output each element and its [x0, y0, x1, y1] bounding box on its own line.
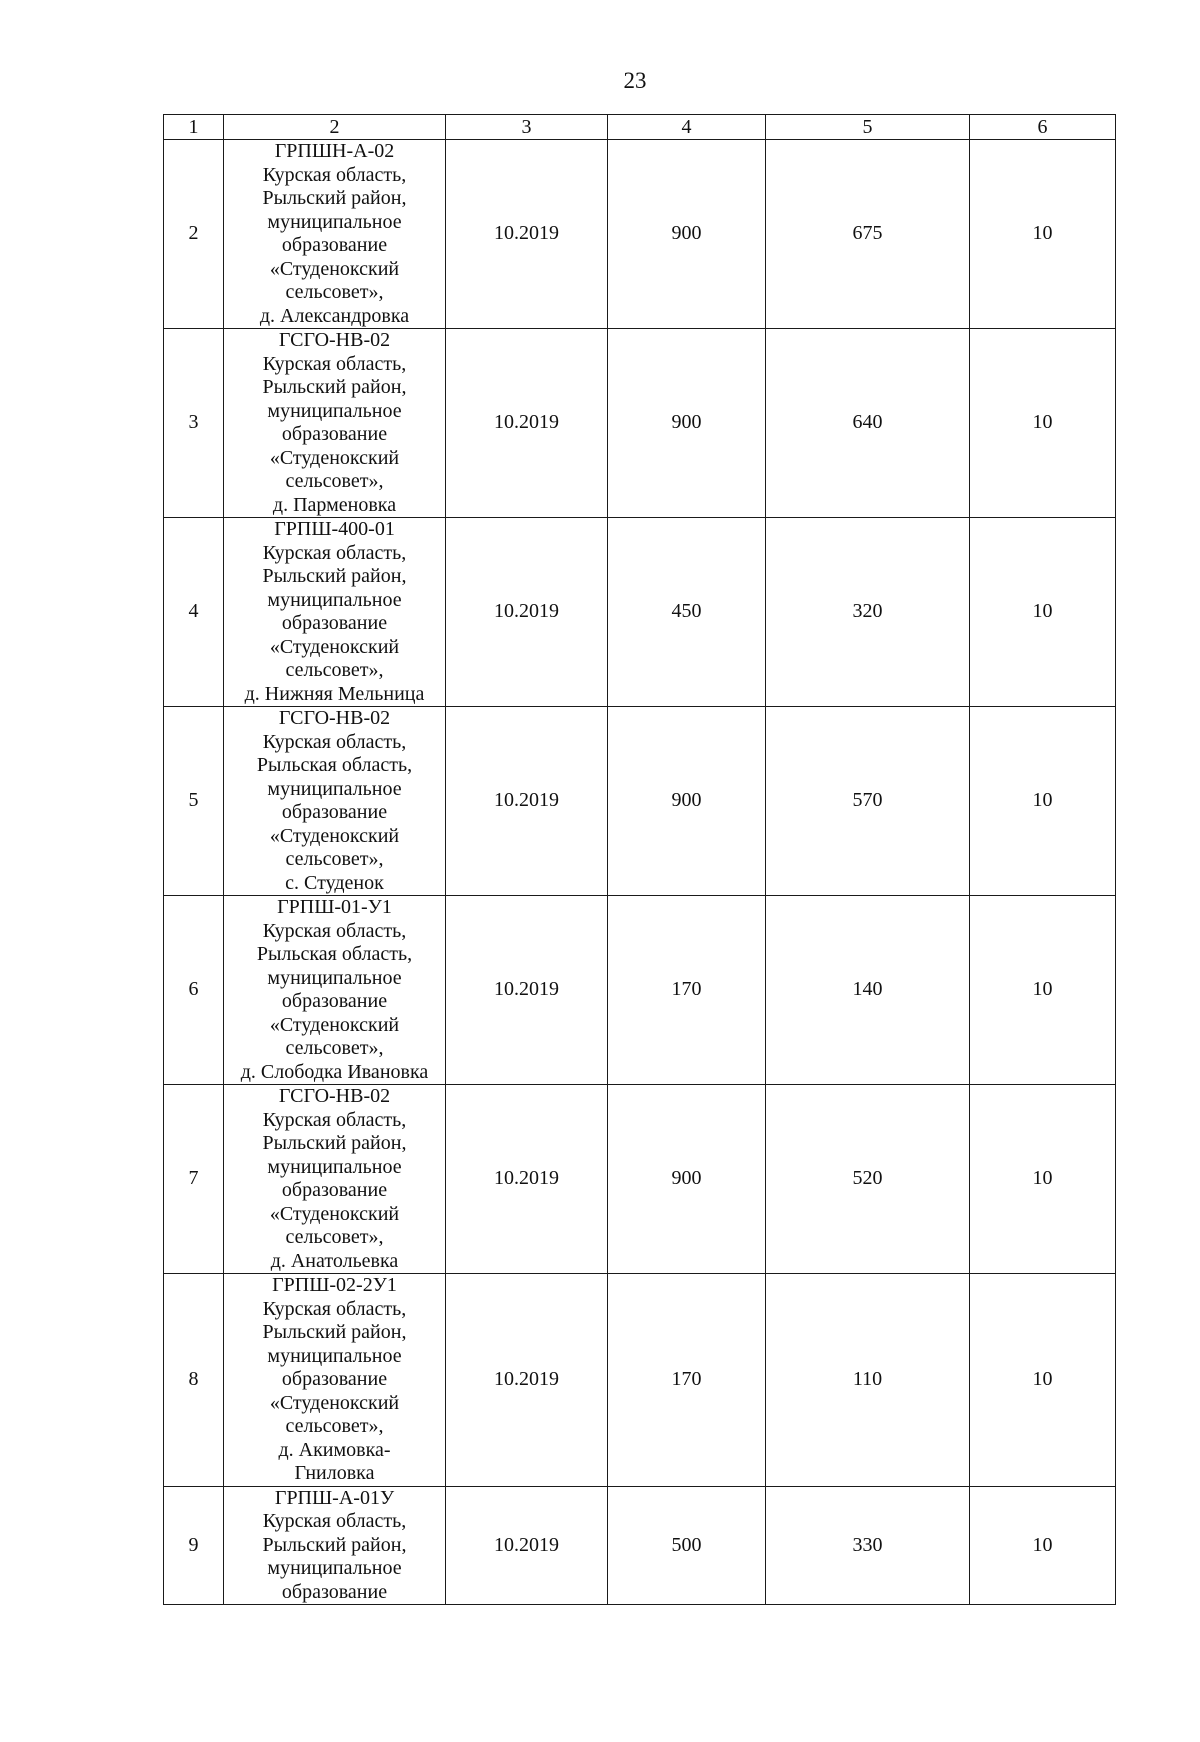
address-line: Курская область,: [262, 541, 407, 564]
row-number-cell: 2: [164, 140, 224, 329]
header-col-6: 6: [970, 115, 1116, 140]
table-row: [164, 518, 1116, 707]
address-line: сельсовет»,: [285, 848, 384, 870]
col5-cell: 520: [766, 1085, 970, 1274]
col4-cell: 900: [608, 707, 766, 896]
address-line: д. Слободка Ивановка: [240, 1060, 429, 1083]
col6-cell: 10: [970, 1486, 1116, 1605]
date-cell: 10.2019: [446, 518, 608, 707]
address-line: д. Нижняя Мельница: [244, 682, 425, 705]
address-line: муниципальное: [267, 588, 402, 611]
address-line: Курская область,: [262, 919, 407, 942]
col6-cell: 10: [970, 707, 1116, 896]
address-line: Рыльский район,: [262, 565, 407, 587]
address-line: Курская область,: [262, 730, 407, 753]
col4-cell: 900: [608, 1085, 766, 1274]
address-line: д. Акимовка-: [278, 1438, 391, 1461]
address-line: муниципальное: [267, 1344, 402, 1367]
table-row: [164, 1085, 1116, 1274]
address-line: ГРПШ-01-У1: [277, 896, 392, 918]
col5-cell: 330: [766, 1486, 970, 1605]
address-line: образование: [281, 423, 388, 445]
date-cell: 10.2019: [446, 329, 608, 518]
data-table: [163, 114, 1116, 1605]
address-cell: [224, 1274, 446, 1487]
header-col-5: 5: [766, 115, 970, 140]
col6-cell: 10: [970, 518, 1116, 707]
header-col-4: 4: [608, 115, 766, 140]
address-line: Рыльский район,: [262, 1321, 407, 1343]
address-cell: [224, 707, 446, 896]
page-number: 23: [623, 68, 647, 93]
address-line: образование: [281, 801, 388, 823]
address-line: муниципальное: [267, 966, 402, 989]
table-header: [164, 115, 1116, 140]
row-number-cell: 4: [164, 518, 224, 707]
col6-cell: 10: [970, 896, 1116, 1085]
address-cell: [224, 518, 446, 707]
address-line: Рыльская область,: [256, 943, 413, 965]
address-line: ГРПШН-А-02: [274, 140, 395, 162]
row-number-cell: 8: [164, 1274, 224, 1487]
address-line: Рыльский район,: [262, 1132, 407, 1154]
date-cell: 10.2019: [446, 140, 608, 329]
col4-cell: 170: [608, 1274, 766, 1487]
address-line: Курская область,: [262, 1510, 407, 1532]
table-row: [164, 1274, 1116, 1487]
date-cell: 10.2019: [446, 1274, 608, 1487]
address-line: сельсовет»,: [285, 281, 384, 303]
col5-cell: 320: [766, 518, 970, 707]
row-number-cell: 3: [164, 329, 224, 518]
address-line: Рыльский район,: [262, 1533, 407, 1556]
col6-cell: 10: [970, 1274, 1116, 1487]
address-line: «Студенокский: [269, 257, 400, 280]
address-cell: [224, 1486, 446, 1605]
table-row: [164, 896, 1116, 1085]
header-row: [164, 115, 1116, 140]
col5-cell: 570: [766, 707, 970, 896]
col5-cell: 110: [766, 1274, 970, 1487]
address-line: Рыльский район,: [262, 376, 407, 398]
address-line: Курская область,: [262, 352, 407, 375]
address-cell: [224, 1085, 446, 1274]
address-line: Курская область,: [262, 1297, 407, 1320]
address-line: «Студенокский: [269, 446, 400, 469]
col4-cell: 500: [608, 1486, 766, 1605]
date-cell: 10.2019: [446, 896, 608, 1085]
address-line: образование: [281, 234, 388, 256]
address-line: д. Парменовка: [272, 493, 397, 516]
address-line: муниципальное: [267, 777, 402, 800]
address-line: ГРПШ-02-2У1: [272, 1274, 397, 1296]
address-line: «Студенокский: [269, 635, 400, 658]
address-line: Курская область,: [262, 1108, 407, 1131]
address-line: «Студенокский: [269, 1202, 400, 1225]
address-line: «Студенокский: [269, 824, 400, 847]
table-row: [164, 1486, 1116, 1605]
address-cell: [224, 329, 446, 518]
address-line: муниципальное: [267, 399, 402, 422]
address-line: муниципальное: [267, 1557, 402, 1579]
address-line: ГСГО-НВ-02: [278, 1085, 391, 1107]
date-cell: 10.2019: [446, 1085, 608, 1274]
row-number-cell: 5: [164, 707, 224, 896]
address-line: «Студенокский: [269, 1013, 400, 1036]
table-body: [164, 140, 1116, 1605]
col5-cell: 675: [766, 140, 970, 329]
col4-cell: 170: [608, 896, 766, 1085]
address-line: образование: [281, 1179, 388, 1201]
header-col-2: 2: [224, 115, 446, 140]
address-line: Гниловка: [294, 1462, 375, 1484]
date-cell: 10.2019: [446, 1486, 608, 1605]
address-cell: [224, 896, 446, 1085]
address-line: с. Студенок: [285, 871, 384, 894]
table-row: [164, 329, 1116, 518]
address-line: Рыльская область,: [256, 754, 413, 776]
table-row: [164, 140, 1116, 329]
address-line: д. Анатольевка: [270, 1249, 399, 1272]
address-line: образование: [281, 1580, 388, 1603]
address-line: образование: [281, 1368, 388, 1390]
header-col-1: 1: [164, 115, 224, 140]
col5-cell: 140: [766, 896, 970, 1085]
address-line: сельсовет»,: [285, 470, 384, 492]
col4-cell: 900: [608, 140, 766, 329]
row-number-cell: 6: [164, 896, 224, 1085]
col4-cell: 900: [608, 329, 766, 518]
row-number-cell: 7: [164, 1085, 224, 1274]
address-line: ГРПШ-400-01: [274, 518, 395, 540]
col6-cell: 10: [970, 140, 1116, 329]
address-line: д. Александровка: [259, 304, 410, 327]
address-line: ГСГО-НВ-02: [278, 707, 391, 729]
table-row: [164, 707, 1116, 896]
header-col-3: 3: [446, 115, 608, 140]
col6-cell: 10: [970, 1085, 1116, 1274]
address-line: сельсовет»,: [285, 1037, 384, 1059]
address-line: муниципальное: [267, 1155, 402, 1178]
address-line: муниципальное: [267, 210, 402, 233]
address-line: сельсовет»,: [285, 1415, 384, 1437]
address-line: образование: [281, 612, 388, 634]
row-number-cell: 9: [164, 1486, 224, 1605]
address-line: ГРПШ-А-01У: [274, 1486, 395, 1509]
date-cell: 10.2019: [446, 707, 608, 896]
address-line: образование: [281, 990, 388, 1012]
col4-cell: 450: [608, 518, 766, 707]
address-line: Рыльский район,: [262, 187, 407, 209]
address-line: Курская область,: [262, 163, 407, 186]
address-line: сельсовет»,: [285, 1226, 384, 1248]
col6-cell: 10: [970, 329, 1116, 518]
address-line: сельсовет»,: [285, 659, 384, 681]
address-line: ГСГО-НВ-02: [278, 329, 391, 351]
col5-cell: 640: [766, 329, 970, 518]
address-line: «Студенокский: [269, 1391, 400, 1414]
address-cell: [224, 140, 446, 329]
